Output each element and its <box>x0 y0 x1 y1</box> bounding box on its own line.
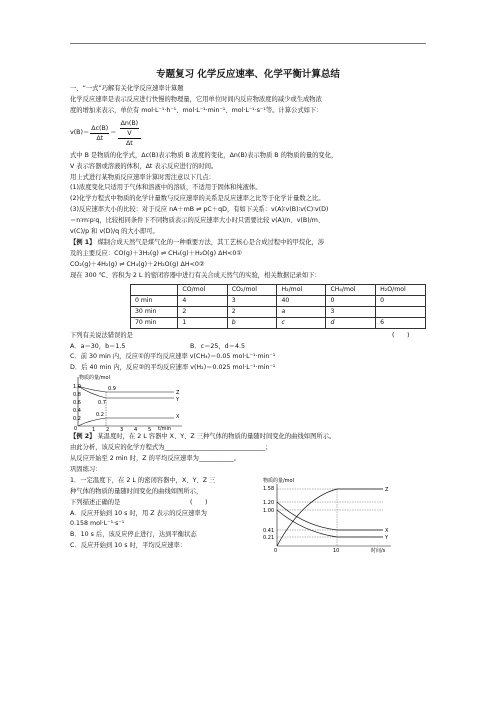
paragraph: V 表示容器或溶液的体积，Δt 表示反应进行的时间。 <box>70 162 218 170</box>
table-cell: 70 min <box>131 317 178 328</box>
example-label: 【例 1】 <box>70 238 96 246</box>
paragraph: (3)反应速率大小的比较：对于反应 nA＋mB ⇌ pC＋qD，有如下关系：v(A)∶v(B)∶v(C)∶v(D) <box>70 206 329 214</box>
numerator: Δc(B) <box>91 125 109 133</box>
option-d: D．后 40 min 内，反应②的平均反应速率 v(H₂)＝0.025 mol·L⁻¹·min⁻¹ <box>70 364 276 372</box>
x-tick-label: 10 <box>333 547 340 554</box>
option-b: B．c＝25，d＝4.5 <box>190 342 245 350</box>
paragraph: ＝n∶m∶p∶q，比较相同条件下不同物质表示的反应速率大小时只需要比较 v(A)/n、v(B)/m、 <box>70 217 325 225</box>
question: 下列有关说法错误的是 ( ) <box>70 331 426 342</box>
x-tick-label: 1 <box>92 427 96 433</box>
y-tick-label: 0.6 <box>73 400 81 407</box>
paragraph: 度的增加来表示，单位有 mol·L⁻¹·h⁻¹、mol·L⁻¹·min⁻¹、mol·L⁻¹·s⁻¹等。计算公式如下： <box>70 106 323 114</box>
curve-z <box>277 489 383 546</box>
series-label-y: Y <box>385 534 389 541</box>
table-row <box>131 306 426 317</box>
answer-paren: ( ) <box>392 331 410 339</box>
y-tick-label: 0.8 <box>73 392 81 399</box>
table-cell: CO₂/mol <box>227 284 277 295</box>
y-axis-label: 物质的量/mol <box>263 477 295 484</box>
series-label-z: Z <box>385 486 389 493</box>
y-tick-label: 0.21 <box>263 534 275 541</box>
section-heading: 一、“一式”巧解有关化学反应速率计算题 <box>70 85 184 92</box>
table-cell: 6 <box>376 317 426 328</box>
series-label-z: Z <box>176 390 180 397</box>
option-a: A．反应开始到 10 s 时，用 Z 表示的反应速率为 <box>70 509 207 517</box>
data-annotation: 0.7 <box>98 400 106 407</box>
data-annotation: 0.9 <box>108 386 116 393</box>
formula-eq: ＝ <box>110 129 117 137</box>
x-tick-label: 0 <box>274 547 278 554</box>
x-tick-label: 5 <box>148 427 152 433</box>
fraction <box>118 120 142 148</box>
y-tick-label: 1.0 <box>73 384 81 391</box>
paragraph: 式中 B 是物质的化学式，Δc(B)表示物质 B 浓度的变化，Δn(B)表示物质 B 的物质的量的变化， <box>70 151 338 159</box>
series-label-x: X <box>385 527 389 534</box>
table-cell: H₂/mol <box>277 284 326 295</box>
paragraph: 化学反应速率是表示反应进行快慢的物理量，它用单位时间内反应物浓度的减少或生成物浓 <box>70 95 322 103</box>
table-cell: 0 <box>376 295 426 306</box>
y-tick-label: 0.41 <box>263 527 275 534</box>
table-cell: CO/mol <box>178 284 227 295</box>
numerator: Δn(B) <box>120 119 139 127</box>
option-c: C．反应开始到 10 s 时，平均反应速率： <box>70 542 187 550</box>
x-axis-label: t/min <box>158 426 172 433</box>
practice-heading: 巩固练习： <box>70 465 102 473</box>
table-cell: 30 min <box>131 306 178 317</box>
example-label: 【例 2】 <box>70 433 96 441</box>
table-cell: c <box>277 317 326 328</box>
table-cell: 3 <box>326 306 376 317</box>
x-tick-label: 3 <box>120 427 124 433</box>
curve-x <box>277 502 383 530</box>
formula-lhs: v(B)＝ <box>70 129 90 137</box>
paragraph: 1．一定温度下，在 2 L 的密闭容器中，X、Y、Z 三 <box>70 476 216 484</box>
option-c: C．前 30 min 内，反应①的平均反应速率 v(CH₄)＝0.05 mol·L⁻¹·min⁻¹ <box>70 353 276 361</box>
table-cell: d <box>326 317 376 328</box>
table-cell: 0 <box>326 295 376 306</box>
y-tick-label: 0.2 <box>73 416 81 423</box>
page-title: 专题复习 化学反应速率、化学平衡计算总结 <box>156 69 340 80</box>
option-b: B．10 s 后，该反应停止进行，达到平衡状态 <box>70 531 197 539</box>
paragraph: (2)化学方程式中物质的化学计量数与反应速率的关系是反应速率之比等于化学计量数之比。 <box>70 195 325 203</box>
x-axis-label: 时间/s <box>371 547 386 554</box>
data-table <box>130 284 426 329</box>
x-tick-label: 2 <box>106 427 110 433</box>
table-row <box>131 295 426 306</box>
numerator <box>118 120 142 139</box>
rate-formula <box>70 117 426 151</box>
amount-time-chart <box>70 374 190 432</box>
paragraph: CO₂(g)＋4H₂(g) ⇌ CH₄(g)＋2H₂O(g) ΔH<0② <box>70 260 205 268</box>
denominator: Δt <box>125 139 133 147</box>
table-cell: 40 <box>277 295 326 306</box>
answer-paren: ( ) <box>190 498 208 506</box>
document-body <box>70 84 426 552</box>
y-tick-label: 1.58 <box>263 485 275 492</box>
series-label-y: Y <box>176 397 180 404</box>
paragraph: 种气体的物质的量随时间变化的曲线如图所示， <box>70 487 203 495</box>
practice-1 <box>70 476 426 552</box>
example-1: 【例 1】 煤制合成天然气是煤气化的一种重要方法，其工艺核心是合成过程中的甲烷化，涉 <box>70 238 325 246</box>
denominator: V <box>127 129 132 137</box>
y-tick-label: 1.00 <box>263 507 275 514</box>
y-tick-label: 0.4 <box>73 408 81 415</box>
example-2: 【例 2】 某温度时，在 2 L 容器中 X、Y、Z 三种气体的物质的量随时间变化的曲线如图所示。 <box>70 433 336 441</box>
table-cell: a <box>277 306 326 317</box>
table-cell <box>376 306 426 317</box>
header-rule <box>70 43 426 44</box>
paragraph: v(C)/p 和 v(D)/q 的大小即可。 <box>70 228 159 236</box>
table-cell: b <box>227 317 277 328</box>
question: 下列描述正确的是 ( ) <box>70 498 426 509</box>
paragraph: 从反应开始至 2 min 时，Z 的平均反应速率为___________。 <box>70 455 240 463</box>
option-a-cont: 0.158 mol·L⁻¹·s⁻¹ <box>70 520 125 528</box>
table-cell: 2 <box>227 306 277 317</box>
denominator: Δt <box>96 135 104 143</box>
table-cell: 3 <box>227 295 277 306</box>
curve-z <box>78 386 174 392</box>
table-cell: 2 <box>178 306 227 317</box>
data-annotation: 0.2 <box>96 412 104 419</box>
y-axis-label: 物质的量/mol <box>79 375 111 382</box>
option-a: A．a＝30，b＝1.5 B．c＝25，d＝4.5 <box>70 342 426 353</box>
chart-example-2 <box>70 374 426 432</box>
paragraph: 由此分析，该反应的化学方程式为________________________________； <box>70 444 272 452</box>
table-cell: H₂O/mol <box>376 284 426 295</box>
paragraph: 用上式进行某物质反应速率计算时需注意以下几点： <box>70 173 215 181</box>
table-header-row <box>131 284 426 295</box>
paragraph: (1)浓度变化只适用于气体和溶液中的溶质，不适用于固体和纯液体。 <box>70 184 262 192</box>
x-tick-label: 4 <box>134 427 138 433</box>
series-label-x: X <box>176 414 180 421</box>
table-cell <box>131 284 178 295</box>
practice-chart <box>263 476 403 554</box>
y-tick-label: 1.20 <box>263 499 275 506</box>
paragraph: 现在 300 ℃、容积为 2 L 的密闭容器中进行有关合成天然气的实验，相关数据记录如下： <box>70 271 321 279</box>
paragraph: 及的主要反应：CO(g)＋3H₂(g) ⇌ CH₄(g)＋H₂O(g) ΔH<0① <box>70 249 243 257</box>
origin-label: 0 <box>74 426 78 433</box>
fraction <box>90 124 109 143</box>
table-cell: CH₄/mol <box>326 284 376 295</box>
inner-fraction <box>120 120 140 138</box>
table-cell: 4 <box>178 295 227 306</box>
table-cell: 1 <box>178 317 227 328</box>
table-cell: 0 min <box>131 295 178 306</box>
table-row <box>131 317 426 328</box>
curve-x <box>78 418 174 426</box>
